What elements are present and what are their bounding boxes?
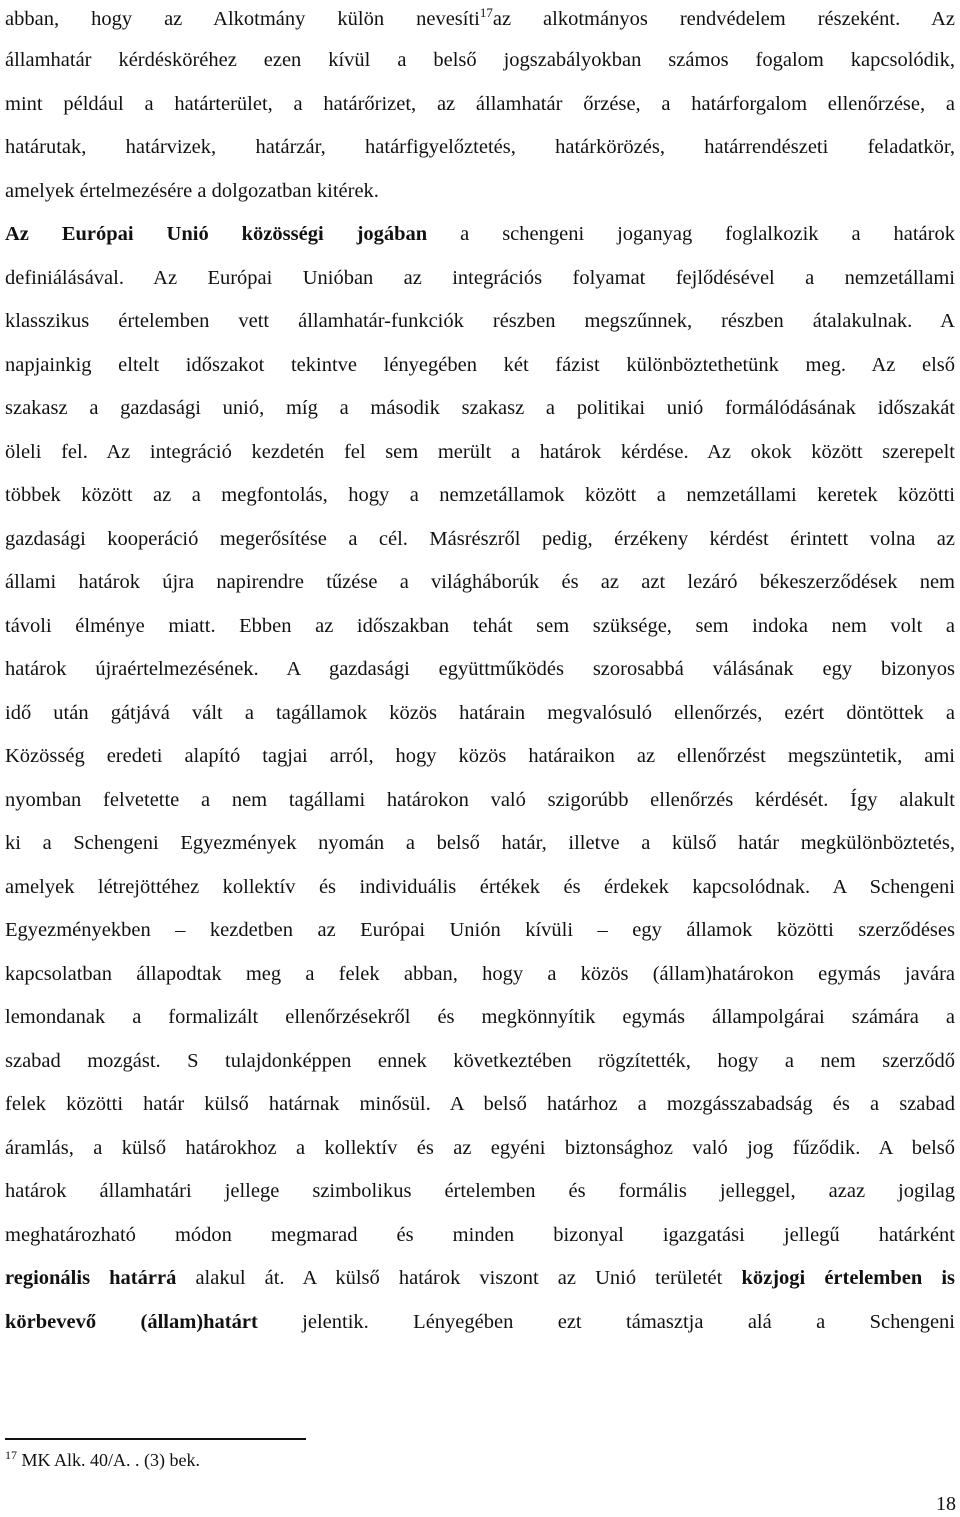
text-run: áramlás, a külső határokhoz a kollektív és az egyéni biztonsághoz való jog fűződik. A belső [5,1136,955,1159]
text-line [5,648,955,692]
text-line [5,561,955,605]
text-line [5,909,955,953]
text-line [5,953,955,997]
text-run: abban, hogy az Alkotmány külön nevesíti [5,8,480,30]
text-run: meghatározható módon megmarad és minden bizonyal igazgatási jellegű határként [5,1223,955,1246]
text-line [5,1301,955,1345]
text-line [5,213,955,257]
text-line [5,126,955,170]
footnote-text: MK Alk. 40/A. . (3) bek. [21,1450,200,1470]
text-line [5,300,955,344]
text-run: távoli élménye miatt. Ebben az időszakban tehát sem szüksége, sem indoka nem volt a [5,614,955,637]
text-run: Közösség eredeti alapító tagjai arról, hogy közös határaikon az ellenőrzést megszüntetik, ami [5,745,955,767]
page-number: 18 [936,1493,956,1515]
text-line [5,779,955,823]
text-run: nyomban felvetette a nem tagállami határokon való szigorúbb ellenőrzés kérdését. Így alakult [5,788,955,811]
text-run: felek közötti határ külső határnak minősül. A belső határhoz a mozgásszabadság és a szabad [5,1093,955,1115]
text-line [5,735,955,779]
text-run: a schengeni joganyag foglalkozik a határok [427,223,955,245]
text-run: kapcsolatban állapodtak meg a felek abban, hogy a közös (állam)határokon egymás javára [5,962,955,985]
footnote [5,1450,200,1471]
text-line [5,387,955,431]
text-line [5,431,955,475]
footnote-reference: 17 [479,5,493,21]
text-run: amelyek értelmezésére a dolgozatban kitérek. [5,179,379,202]
text-run: határutak, határvizek, határzár, határfigyelőztetés, határkörözés, határrendészeti feladatkör, [5,136,955,158]
text-line [5,1257,955,1301]
text-run: lemondanak a formalizált ellenőrzésekről és megkönnyítik egymás állampolgárai számára a [5,1006,955,1028]
text-line [5,1083,955,1127]
text-run: az alkotmányos rendvédelem részeként. Az [492,8,955,30]
bold-run: körbevevő (állam)határt [5,1310,258,1333]
body-text [5,0,955,1344]
text-run: többek között az a megfontolás, hogy a nemzetállamok között a nemzetállami keretek közötti [5,484,955,506]
text-run: klasszikus értelemben vett államhatár-funkciók részben megszűnnek, részben átalakulnak. A [5,310,955,332]
text-run: jelentik. Lényegében ezt támasztja alá a Schengeni [257,1310,955,1333]
bold-run: Az Európai Unió közösségi jogában [5,223,428,245]
text-line [5,83,955,127]
text-run: mint például a határterület, a határőrizet, az államhatár őrzése, a határforgalom ellenőrzése, a [5,92,955,115]
text-run: ki a Schengeni Egyezmények nyomán a belső határ, illetve a külső határ megkülönböztetés, [5,832,955,854]
text-run: Egyezményekben – kezdetben az Európai Unión kívüli – egy államok közötti szerződéses [5,919,955,941]
text-run: határok újraértelmezésének. A gazdasági együttműködés szorosabbá válásának egy bizonyos [5,658,955,680]
text-run: napjainkig eltelt időszakot tekintve lényegében két fázist különböztethetünk meg. Az első [5,353,955,376]
text-line [5,692,955,736]
text-line [5,1040,955,1084]
text-run: állami határok újra napirendre tűzése a világháborúk és az azt lezáró békeszerződések nem [5,571,955,593]
text-run: államhatár kérdésköréhez ezen kívül a belső jogszabályokban számos fogalom kapcsolódik, [5,49,955,71]
text-line [5,474,955,518]
text-line [5,344,955,388]
text-line [5,170,955,214]
text-line [5,1214,955,1258]
text-line [5,39,955,83]
bold-run: közjogi értelemben is [741,1267,955,1289]
text-line [5,257,955,301]
text-line [5,605,955,649]
footnote-number: 17 [5,1448,17,1462]
footnote-separator [5,1438,306,1440]
text-line [5,518,955,562]
text-line [5,1127,955,1171]
text-line [5,822,955,866]
bold-run: regionális határrá [5,1267,177,1289]
text-line [5,996,955,1040]
text-run: szakasz a gazdasági unió, míg a második szakasz a politikai unió formálódásának időszakát [5,397,955,419]
text-run: alakul át. A külső határok viszont az Unió területét [176,1267,742,1289]
text-run: öleli fel. Az integráció kezdetén fel sem merült a határok kérdése. Az okok között szerepelt [5,440,955,463]
text-line [5,866,955,910]
text-run: gazdasági kooperáció megerősítése a cél. Másrészről pedig, érzékeny kérdést érintett volna az [5,527,955,550]
text-line [5,1170,955,1214]
text-run: szabad mozgást. S tulajdonképpen ennek következtében rögzítették, hogy a nem szerződő [5,1049,955,1072]
text-run: idő után gátjává vált a tagállamok közös határain megvalósuló ellenőrzés, ezért döntöttek a [5,701,955,724]
text-line [5,0,955,39]
text-run: amelyek létrejöttéhez kollektív és individuális értékek és érdekek kapcsolódnak. A Schengeni [5,875,955,898]
text-run: definiálásával. Az Európai Unióban az integrációs folyamat fejlődésével a nemzetállami [5,266,955,289]
text-run: határok államhatári jellege szimbolikus értelemben és formális jelleggel, azaz jogilag [5,1180,955,1202]
